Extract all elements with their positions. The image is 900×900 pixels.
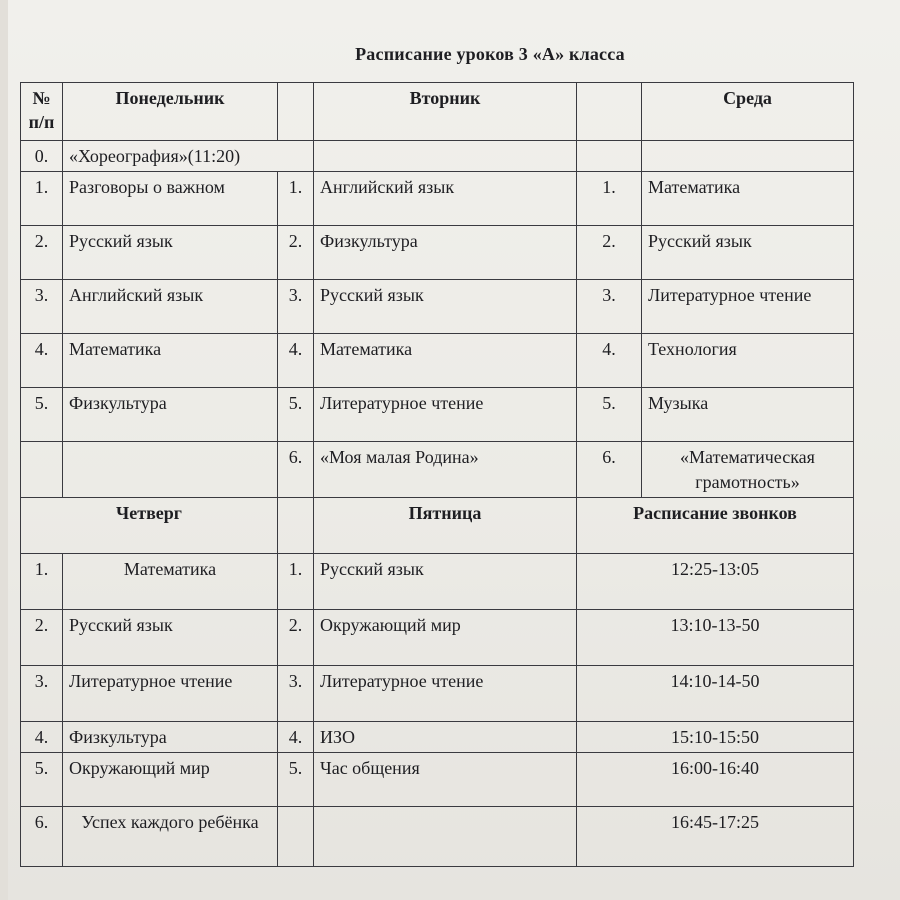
- lesson-number: 5.: [21, 753, 63, 807]
- lesson-cell: Литературное чтение: [642, 280, 854, 334]
- lesson-cell: Успех каждого ребёнка: [63, 807, 278, 867]
- bell-time: 16:00-16:40: [577, 753, 854, 807]
- table-row: [21, 226, 854, 280]
- lesson-number: 2.: [278, 609, 314, 665]
- friday-header: Пятница: [314, 497, 577, 553]
- lesson-cell: «Моя малая Родина»: [314, 442, 577, 498]
- table-row: [21, 388, 854, 442]
- lesson-cell: Английский язык: [63, 280, 278, 334]
- lesson-number: [278, 807, 314, 867]
- lesson-cell: Литературное чтение: [314, 665, 577, 721]
- table-row: [21, 721, 854, 752]
- lesson-number: 4.: [21, 334, 63, 388]
- lesson-number: 2.: [278, 226, 314, 280]
- table-row: [21, 442, 854, 498]
- lesson-number: 2.: [21, 226, 63, 280]
- lesson-cell: Русский язык: [63, 226, 278, 280]
- page-title: Расписание уроков 3 «А» класса: [355, 44, 625, 64]
- header-row: [21, 83, 854, 141]
- lesson-number: 3.: [21, 280, 63, 334]
- empty-cell: [278, 83, 314, 141]
- wednesday-header: Среда: [642, 83, 854, 141]
- table-row: [21, 553, 854, 609]
- lesson-cell: Русский язык: [642, 226, 854, 280]
- empty-cell: [278, 497, 314, 553]
- lesson-number: 6.: [21, 807, 63, 867]
- empty-cell: [314, 141, 577, 172]
- bell-time: 14:10-14-50: [577, 665, 854, 721]
- lesson-cell: Математика: [63, 334, 278, 388]
- lesson-number: 3.: [278, 280, 314, 334]
- bell-time: 12:25-13:05: [577, 553, 854, 609]
- lesson-cell: Технология: [642, 334, 854, 388]
- lesson-cell: Математика: [642, 172, 854, 226]
- lesson-number: 5.: [21, 388, 63, 442]
- lesson-cell: Физкультура: [63, 388, 278, 442]
- lesson-number: 4.: [278, 721, 314, 752]
- lesson-cell: Математика: [63, 553, 278, 609]
- lesson-number: 1.: [278, 172, 314, 226]
- table-row: [21, 280, 854, 334]
- lesson-cell: ИЗО: [314, 721, 577, 752]
- lesson-cell: Окружающий мир: [63, 753, 278, 807]
- lesson-number: 6.: [278, 442, 314, 498]
- lesson-number: 5.: [577, 388, 642, 442]
- lesson-cell: «Хореография»(11:20): [63, 141, 314, 172]
- lesson-cell: Математика: [314, 334, 577, 388]
- tuesday-header: Вторник: [314, 83, 577, 141]
- lesson-number: 3.: [577, 280, 642, 334]
- table-row: [21, 609, 854, 665]
- lesson-number: 5.: [278, 753, 314, 807]
- bell-time: 13:10-13-50: [577, 609, 854, 665]
- lesson-cell: Час общения: [314, 753, 577, 807]
- lesson-cell: [63, 442, 278, 498]
- lesson-number: 2.: [577, 226, 642, 280]
- lesson-number: 3.: [278, 665, 314, 721]
- lesson-number: 6.: [577, 442, 642, 498]
- table-row: [21, 141, 854, 172]
- table-row: [21, 665, 854, 721]
- lesson-cell: Русский язык: [314, 553, 577, 609]
- lesson-number: 3.: [21, 665, 63, 721]
- number-header: № п/п: [21, 83, 63, 141]
- lesson-number: 1.: [577, 172, 642, 226]
- lesson-number: 0.: [21, 141, 63, 172]
- lesson-number: 1.: [278, 553, 314, 609]
- lesson-cell: Окружающий мир: [314, 609, 577, 665]
- thursday-header: Четверг: [21, 497, 278, 553]
- lesson-cell: Физкультура: [63, 721, 278, 752]
- lesson-number: 1.: [21, 172, 63, 226]
- lesson-cell: Физкультура: [314, 226, 577, 280]
- lesson-number: 4.: [21, 721, 63, 752]
- lesson-number: [21, 442, 63, 498]
- monday-header: Понедельник: [63, 83, 278, 141]
- lesson-cell: Русский язык: [63, 609, 278, 665]
- lesson-cell: «Математическая грамотность»: [642, 442, 854, 498]
- table-row: [21, 807, 854, 867]
- bell-schedule-header: Расписание звонков: [577, 497, 854, 553]
- bell-time: 16:45-17:25: [577, 807, 854, 867]
- lesson-cell: Английский язык: [314, 172, 577, 226]
- empty-cell: [642, 141, 854, 172]
- lesson-cell: Разговоры о важном: [63, 172, 278, 226]
- header-row: [21, 497, 854, 553]
- lesson-number: 1.: [21, 553, 63, 609]
- lesson-number: 4.: [577, 334, 642, 388]
- lesson-number: 4.: [278, 334, 314, 388]
- lesson-cell: Литературное чтение: [63, 665, 278, 721]
- empty-cell: [577, 141, 642, 172]
- bell-time: 15:10-15:50: [577, 721, 854, 752]
- lesson-cell: Русский язык: [314, 280, 577, 334]
- lesson-cell: Литературное чтение: [314, 388, 577, 442]
- lesson-cell: [314, 807, 577, 867]
- schedule-table: [20, 82, 854, 867]
- empty-cell: [577, 83, 642, 141]
- table-row: [21, 753, 854, 807]
- table-row: [21, 172, 854, 226]
- lesson-number: 5.: [278, 388, 314, 442]
- table-row: [21, 334, 854, 388]
- lesson-cell: Музыка: [642, 388, 854, 442]
- lesson-number: 2.: [21, 609, 63, 665]
